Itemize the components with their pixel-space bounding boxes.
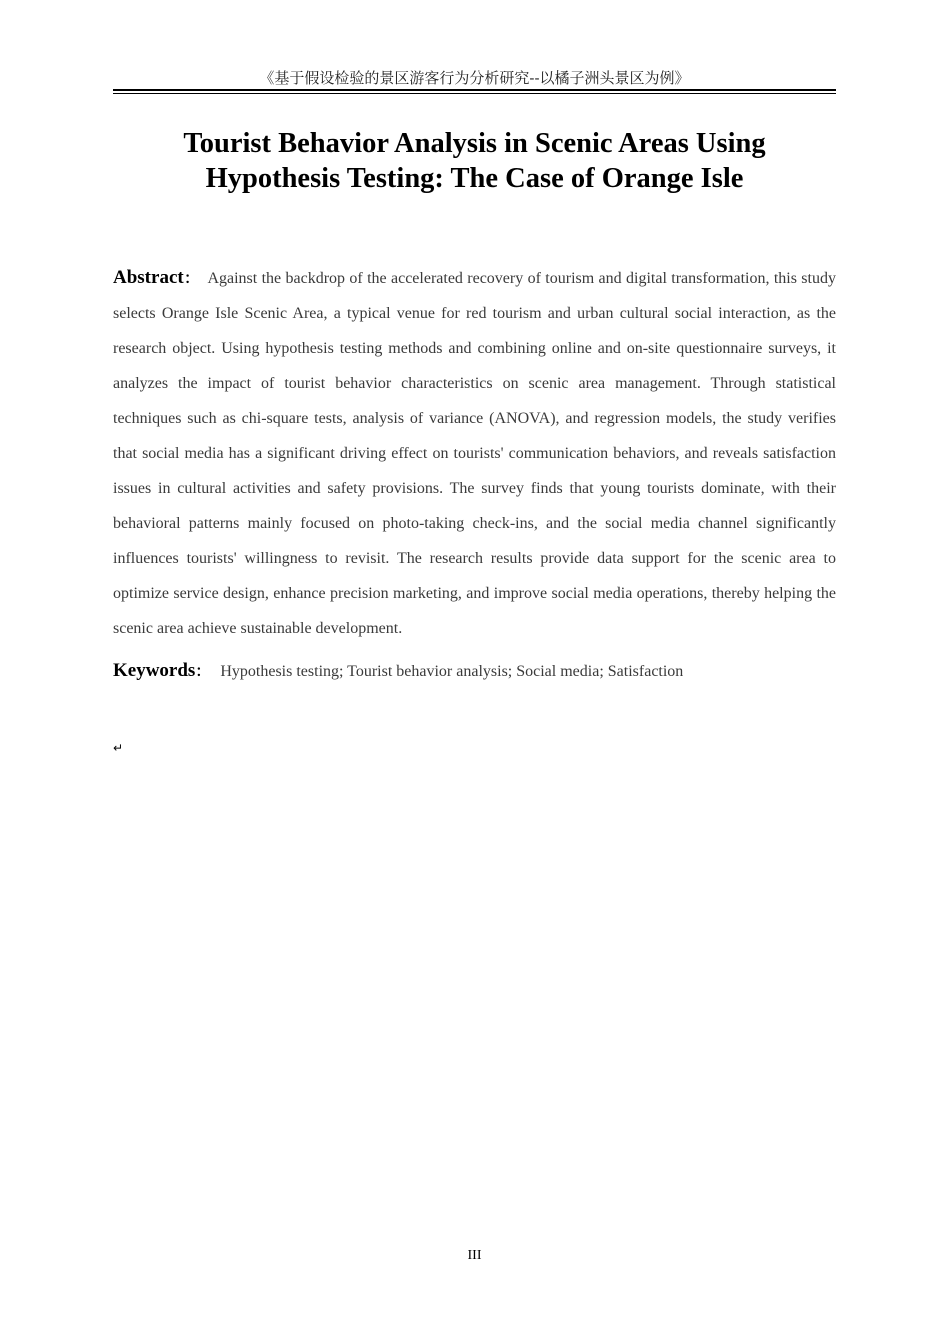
keywords-text: Hypothesis testing; Tourist behavior analysis; Social media; Satisfaction — [220, 663, 684, 680]
keywords-line — [113, 656, 836, 687]
running-header: 《基于假设检验的景区游客行为分析研究--以橘子洲头景区为例》 — [259, 69, 690, 87]
abstract-colon: ： — [183, 269, 200, 287]
title-line-2: Hypothesis Testing: The Case of Orange Isle — [205, 163, 744, 194]
paragraph-return-icon: ↵ — [113, 741, 124, 755]
keywords-colon: ： — [195, 662, 211, 680]
page-number: III — [467, 1248, 482, 1263]
paper-title — [113, 126, 836, 196]
header-double-rule — [113, 89, 836, 94]
abstract-paragraph — [113, 260, 836, 646]
title-line-1: Tourist Behavior Analysis in Scenic Areas Using — [183, 128, 766, 159]
keywords-label: Keywords — [113, 660, 196, 681]
abstract-text: Against the backdrop of the accelerated recovery of tourism and digital transformation, this study selects Orange Isle Scenic Area, a typical venue for red tourism and urban cultural social interaction, as the research object. Using hypothesis testing methods and combining online and on-site questionnaire surveys, it analyzes the impact of tourist behavior characteristics on scenic area management. Through statistical techniques such as chi-square tests, analysis of variance (ANOVA), and regression models, the study verifies that social media has a significant driving effect on tourists' communication behaviors, and reveals satisfaction issues in cultural activities and safety provisions. The survey finds that young tourists dominate, with their behavioral patterns mainly focused on photo-taking check-ins, and the social media channel significantly influences tourists' willingness to revisit. The research results provide data support for the scenic area to optimize service design, enhance precision marketing, and improve social media operations, thereby helping the scenic area achieve sustainable development. — [113, 270, 836, 637]
abstract-label: Abstract — [113, 267, 184, 288]
